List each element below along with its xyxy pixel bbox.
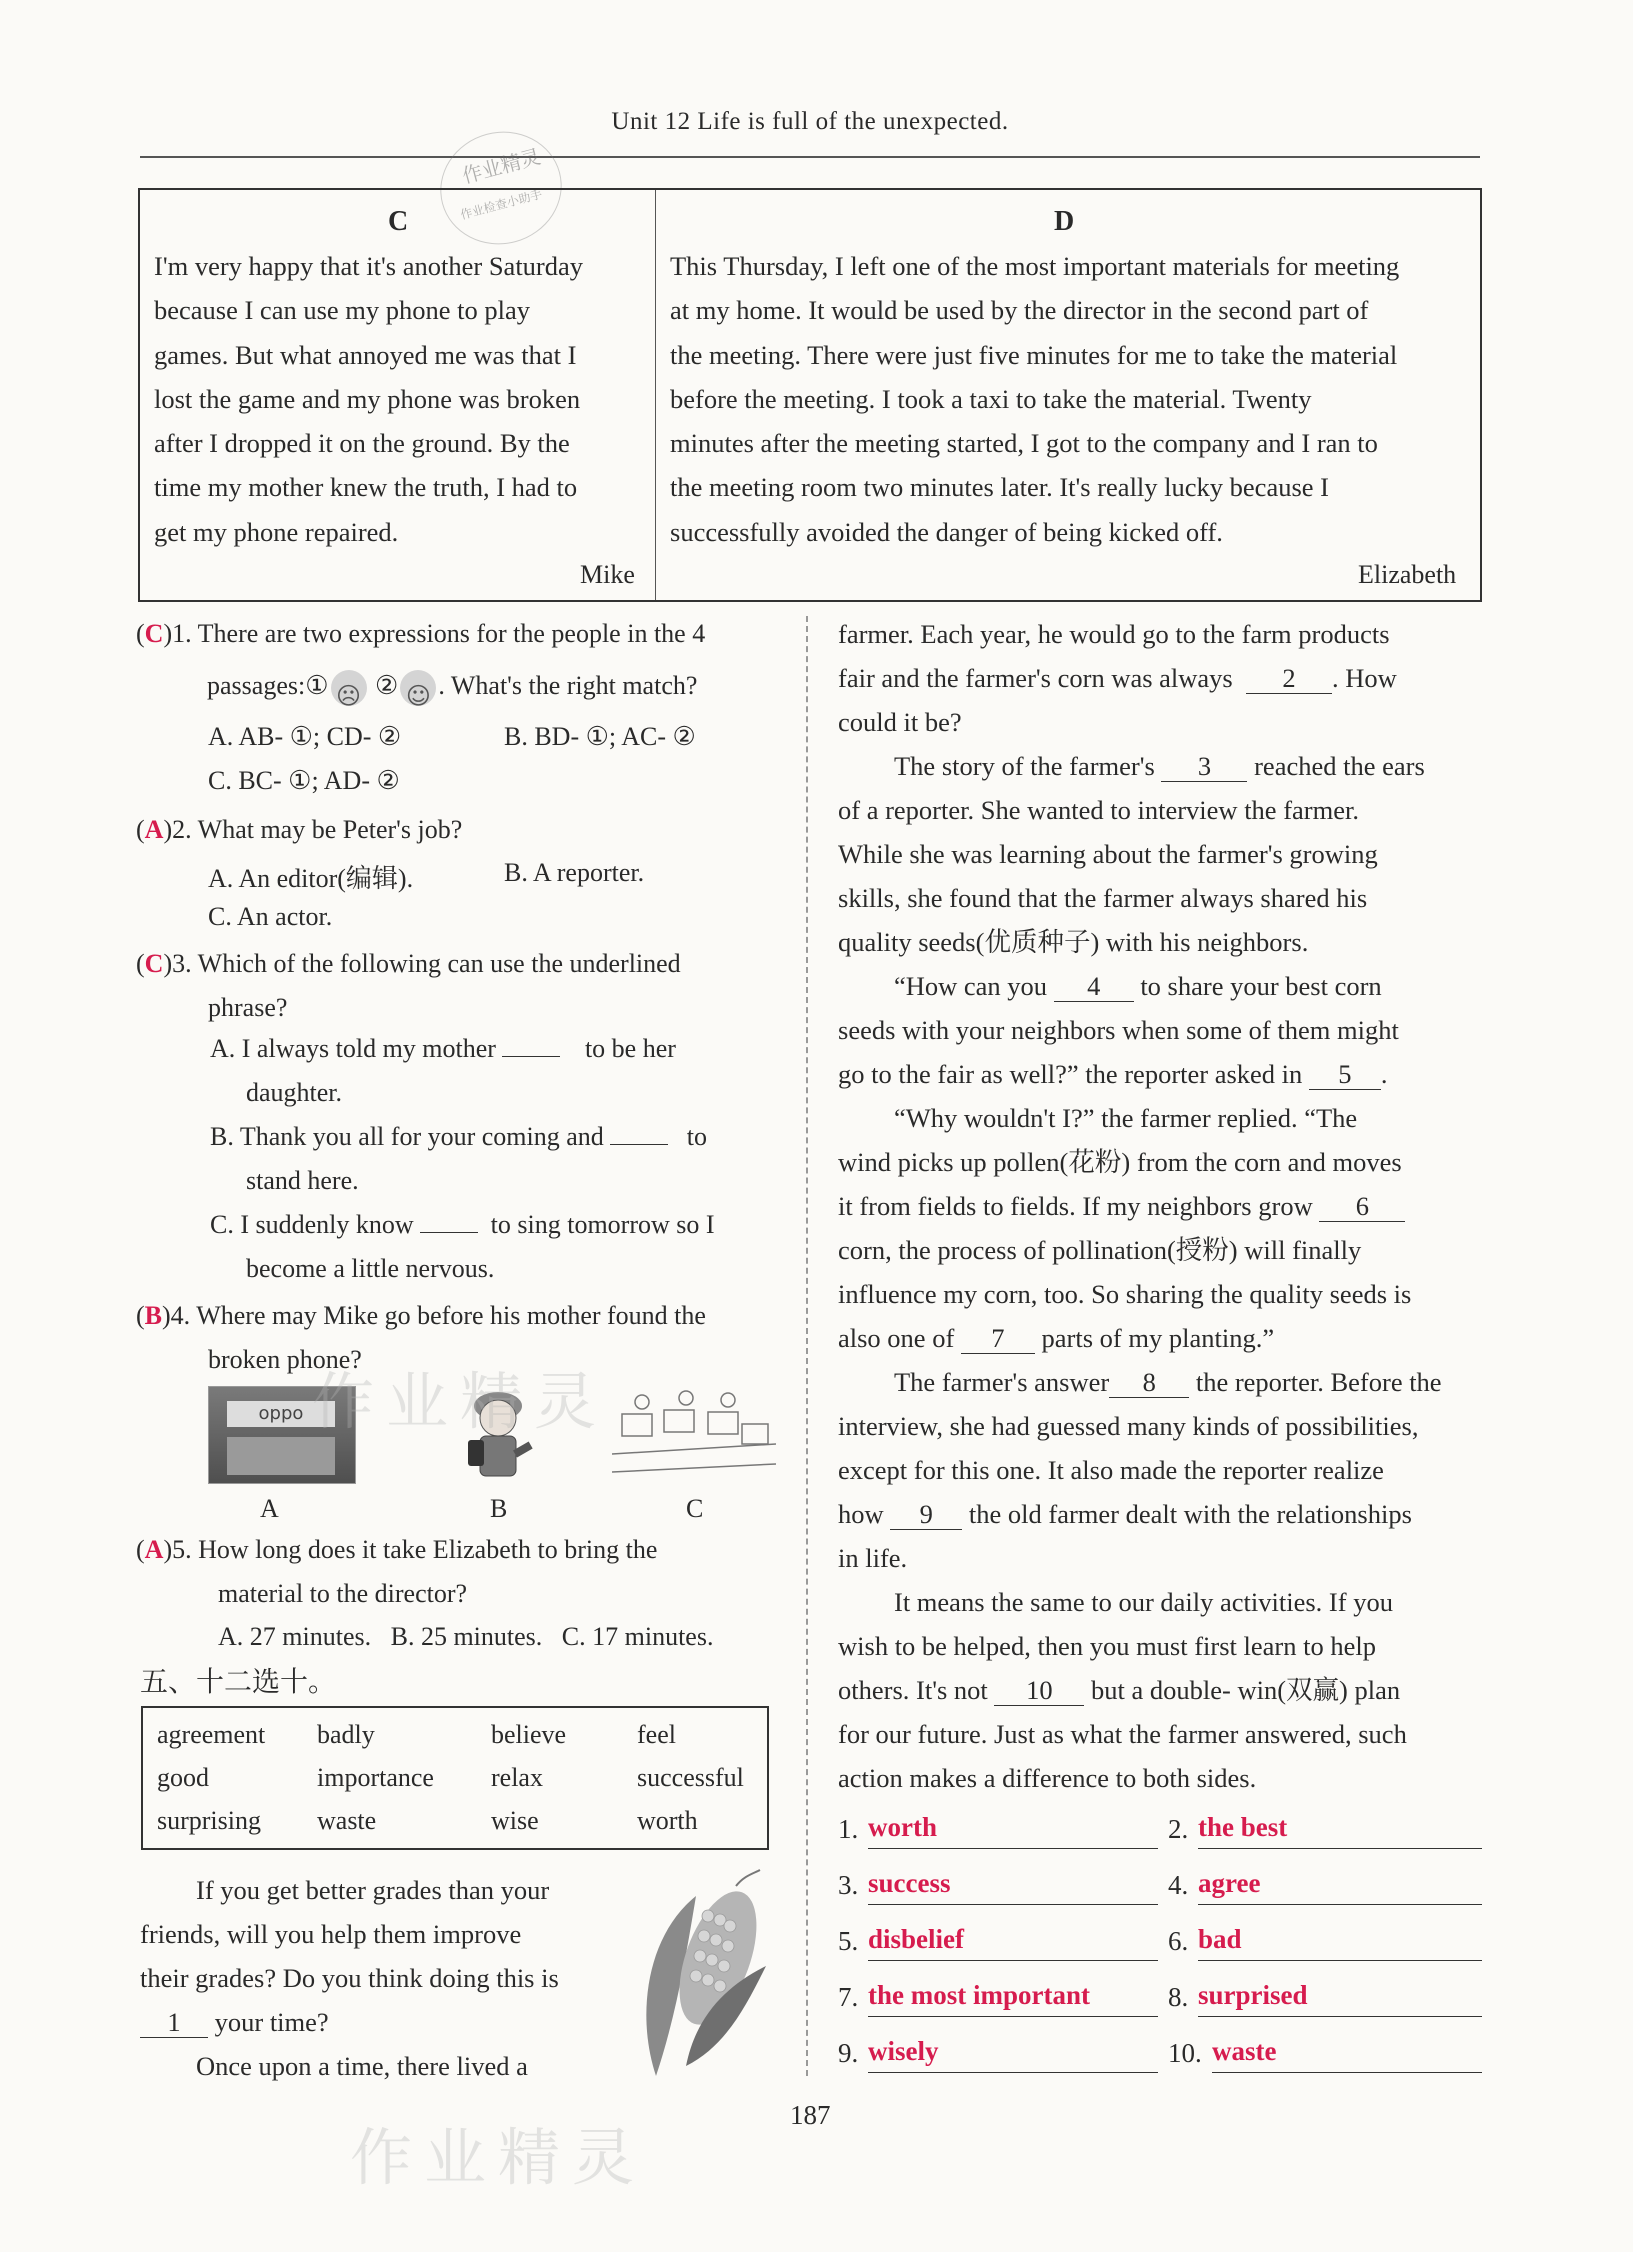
question-4: (B)4. Where may Mike go before his mother found the (136, 1301, 706, 1330)
word-bank-item: wise (491, 1806, 539, 1835)
corn-image (626, 1866, 776, 2086)
passage-c-line: after I dropped it on the ground. By the (154, 428, 570, 459)
cloze-line: in life. (838, 1543, 908, 1573)
q1-answer: C (144, 619, 164, 648)
answer-line: 5. disbelief (838, 1926, 858, 1957)
q3-line2: phrase? (208, 993, 288, 1022)
cloze-line: “Why wouldn't I?” the farmer replied. “The (894, 1103, 1358, 1133)
passage-d-line: at my home. It would be used by the director in the second part of (670, 295, 1369, 326)
cloze-line: action makes a difference to both sides. (838, 1763, 1257, 1793)
q3-option-a: A. I always told my mother to be her (210, 1034, 676, 1063)
cloze-left-text (140, 1868, 604, 2088)
blank-10[interactable]: 10 (994, 1675, 1084, 1706)
cloze-line: wind picks up pollen(花粉) from the corn and moves (838, 1147, 1402, 1177)
q5-line2: material to the director? (218, 1579, 468, 1608)
answer-value[interactable]: worth (868, 1812, 1158, 1849)
word-bank-item: believe (491, 1720, 567, 1749)
blank-6[interactable]: 6 (1319, 1191, 1405, 1222)
q5-answer: A (144, 1535, 164, 1564)
cloze-line: Once upon a time, there lived a (196, 2051, 528, 2081)
answer-line: 1. worth (838, 1814, 858, 1845)
q2-answer: A (144, 815, 164, 844)
sad-face-icon: ☹ (331, 670, 367, 706)
answer-value[interactable]: the most important (868, 1980, 1158, 2017)
passage-d-line: This Thursday, I left one of the most important materials for meeting (670, 251, 1400, 281)
q3-option-a-cont: daughter. (246, 1078, 343, 1107)
answer-value[interactable]: surprised (1198, 1980, 1482, 2017)
question-5: (A)5. How long does it take Elizabeth to bring the (136, 1535, 658, 1564)
word-bank-item: good (157, 1763, 209, 1792)
cloze-line: “How can you 4 to share your best corn (894, 971, 1382, 1001)
passage-c-line: games. But what annoyed me was that I (154, 339, 577, 370)
passage-divider (655, 190, 656, 600)
answer-value[interactable]: disbelief (868, 1924, 1158, 1961)
answer-value[interactable]: agree (1198, 1868, 1482, 1905)
passage-d-line: minutes after the meeting started, I got to the company and I ran to (670, 428, 1378, 459)
passage-c-line: get my phone repaired. (154, 516, 399, 547)
cloze-line: farmer. Each year, he would go to the farm products (838, 619, 1390, 649)
word-bank-item: feel (637, 1720, 676, 1749)
cloze-line: wish to be helped, then you must first learn to help (838, 1631, 1376, 1661)
passage-d-line: before the meeting. I took a taxi to take the material. Twenty (670, 383, 1312, 414)
q2-option-a: A. An editor(编辑). (208, 864, 414, 893)
cloze-line: influence my corn, too. So sharing the quality seeds is (838, 1279, 1412, 1309)
cloze-line: how 9 the old farmer dealt with the relationships (838, 1499, 1412, 1529)
watermark: 作业精灵 (350, 2121, 647, 2194)
word-box (141, 1706, 769, 1850)
q3-option-c: C. I suddenly know to sing tomorrow so I (210, 1210, 715, 1239)
passage-c-text (154, 244, 638, 554)
cloze-line: seeds with your neighbors when some of them might (838, 1015, 1399, 1045)
q3-option-c-cont: become a little nervous. (246, 1254, 495, 1283)
answer-line: 10. waste (1168, 2038, 1202, 2069)
q1-line2: passages:① ☹ ② ☺ . What's the right match? (207, 671, 698, 711)
shop-sign: oppo (227, 1401, 335, 1427)
question-3: (C)3. Which of the following can use the underlined (136, 949, 681, 978)
word-bank-item: worth (637, 1806, 698, 1835)
cloze-line: It means the same to our daily activities. If you (894, 1587, 1393, 1617)
cloze-line: for our future. Just as what the farmer answered, such (838, 1719, 1407, 1749)
q5-options: A. 27 minutes. B. 25 minutes. C. 17 minutes. (218, 1622, 714, 1651)
passage-box (138, 188, 1482, 602)
cloze-line: go to the fair as well?” the reporter asked in 5 . (838, 1059, 1388, 1089)
cloze-line: of a reporter. She wanted to interview the farmer. (838, 795, 1359, 825)
blank-3[interactable]: 3 (1161, 751, 1247, 782)
passage-d-signature: Elizabeth (1358, 560, 1457, 589)
cloze-line: friends, will you help them improve (140, 1919, 522, 1949)
passage-c-signature: Mike (580, 560, 635, 589)
q1-text: There are two expressions for the people in the 4 (197, 619, 706, 648)
answer-value[interactable]: success (868, 1868, 1158, 1905)
cloze-line: corn, the process of pollination(授粉) will finally (838, 1235, 1362, 1265)
q3-option-b-cont: stand here. (246, 1166, 359, 1195)
cloze-line: could it be? (838, 707, 962, 737)
answer-line: 2. the best (1168, 1814, 1188, 1845)
cloze-right-text (838, 612, 1480, 1800)
blank-2[interactable]: 2 (1246, 663, 1332, 694)
passage-c-letter: C (388, 206, 409, 237)
q1-option-b: B. BD- ①; AC- ② (504, 722, 696, 751)
section-title: 五、十二选十。 (140, 1665, 337, 1698)
cloze-line: If you get better grades than your (196, 1875, 550, 1905)
passage-d-line: the meeting. There were just five minutes for me to take the material (670, 339, 1398, 370)
word-bank-item: badly (317, 1720, 375, 1749)
stamp-text: 作业精灵 (459, 144, 544, 189)
blank-7[interactable]: 7 (961, 1323, 1035, 1354)
answer-line: 7. the most important (838, 1982, 858, 2013)
q1-option-a: A. AB- ①; CD- ② (208, 722, 402, 751)
column-divider (806, 616, 808, 2076)
header-rule (140, 156, 1480, 158)
passage-d-line: the meeting room two minutes later. It's really lucky because I (670, 472, 1329, 503)
internet-cafe-image (612, 1384, 776, 1484)
passage-d-line: successfully avoided the danger of being kicked off. (670, 516, 1223, 547)
answer-line: 4. agree (1168, 1870, 1188, 1901)
cloze-line: also one of 7 parts of my planting.” (838, 1323, 1275, 1353)
word-bank-item: importance (317, 1763, 434, 1792)
cloze-line: While she was learning about the farmer's growing (838, 839, 1378, 869)
cloze-line: skills, she found that the farmer always shared his (838, 883, 1368, 913)
blank-1[interactable]: 1 (140, 2007, 208, 2038)
page-header: Unit 12 Life is full of the unexpected. (611, 108, 1009, 135)
page-number: 187 (790, 2100, 831, 2130)
q3-answer: C (144, 949, 164, 978)
passage-c-line: lost the game and my phone was broken (154, 383, 581, 414)
answer-line: 9. wisely (838, 2038, 858, 2069)
cloze-line: quality seeds(优质种子) with his neighbors. (838, 927, 1309, 957)
blank-9[interactable]: 9 (890, 1499, 962, 1530)
blank-5[interactable]: 5 (1309, 1059, 1381, 1090)
word-bank-item: waste (317, 1806, 377, 1835)
word-bank-item: surprising (157, 1806, 261, 1835)
q4-label-a: A (260, 1494, 279, 1523)
answer-value[interactable]: wisely (868, 2036, 1158, 2073)
q1-option-c: C. BC- ①; AD- ② (208, 766, 400, 795)
cloze-line: others. It's not 10 but a double- win(双赢) plan (838, 1675, 1401, 1705)
answer-line: 8. surprised (1168, 1982, 1188, 2013)
word-bank-item: successful (637, 1763, 744, 1792)
q4-label-c: C (686, 1494, 704, 1523)
watermark: 作业精灵 (312, 1365, 609, 1438)
q3-option-b: B. Thank you all for your coming and to (210, 1122, 708, 1151)
word-bank-item: relax (491, 1763, 543, 1792)
question-2: (A)2. What may be Peter's job? (136, 815, 463, 844)
blank-4[interactable]: 4 (1054, 971, 1134, 1002)
cloze-line: it from fields to fields. If my neighbors grow 6 (838, 1184, 1480, 1228)
passage-c-line: because I can use my phone to play (154, 295, 531, 326)
passage-d-text (670, 244, 1468, 554)
word-bank-item: agreement (157, 1720, 266, 1749)
cloze-line: their grades? Do you think doing this is (140, 1963, 559, 1993)
cloze-line: fair and the farmer's corn was always 2 . How (838, 663, 1397, 693)
q2-option-c: C. An actor. (208, 902, 333, 931)
stamp-subtext: 作业检查小助手 (458, 186, 544, 223)
blank-8[interactable]: 8 (1109, 1367, 1189, 1398)
q4-answer: B (144, 1301, 163, 1330)
cloze-line: 1 your time? (140, 2000, 604, 2044)
answer-value[interactable]: waste (1212, 2036, 1482, 2073)
q2-option-b: B. A reporter. (504, 858, 645, 887)
answer-value[interactable]: the best (1198, 1812, 1482, 1849)
cloze-line: except for this one. It also made the reporter realize (838, 1455, 1384, 1485)
passage-c-line: I'm very happy that it's another Saturday (154, 251, 584, 281)
passage-c-line: time my mother knew the truth, I had to (154, 472, 578, 503)
q4-label-b: B (490, 1494, 508, 1523)
answer-line: 3. success (838, 1870, 858, 1901)
cloze-line: The story of the farmer's 3 reached the ears (894, 751, 1425, 781)
passage-d-letter: D (1054, 206, 1075, 237)
answer-value[interactable]: bad (1198, 1924, 1482, 1961)
smile-face-icon: ☺ (400, 670, 436, 706)
question-1: (C)1. There are two expressions for the people in the 4 (136, 619, 706, 648)
cloze-line: The farmer's answer 8 the reporter. Before the (894, 1367, 1442, 1397)
cloze-line: interview, she had guessed many kinds of possibilities, (838, 1411, 1419, 1441)
answer-line: 6. bad (1168, 1926, 1188, 1957)
q4-line2: broken phone? (208, 1345, 362, 1374)
